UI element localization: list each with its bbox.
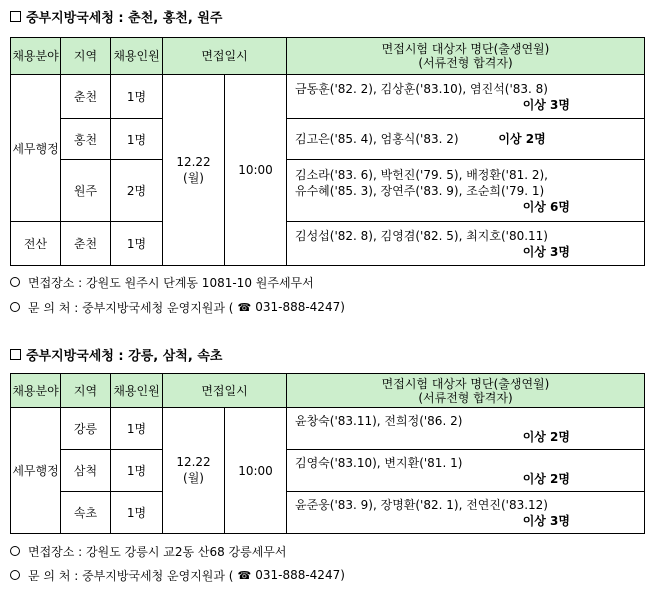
field-cell: 전산 [11, 222, 61, 266]
header-field: 채용분야 [11, 374, 61, 408]
header-region: 지역 [61, 38, 111, 75]
table-row [11, 119, 645, 160]
field-cell: 세무행정 [11, 75, 61, 222]
section-title: 중부지방국세청 : 춘천, 홍천, 원주 [26, 10, 223, 26]
header-count: 채용인원 [111, 38, 163, 75]
region-cell: 원주 [61, 160, 111, 222]
count-cell: 1명 [111, 75, 163, 119]
count-cell: 1명 [111, 119, 163, 160]
header-datetime: 면접일시 [163, 374, 287, 408]
section-1-heading [10, 6, 222, 26]
header-count: 채용인원 [111, 374, 163, 408]
section-title: 중부지방국세청 : 강릉, 삼척, 속초 [26, 348, 223, 364]
field-cell: 세무행정 [11, 408, 61, 534]
header-names: 면접시험 대상자 명단(출생연월) (서류전형 합격자) [287, 38, 645, 75]
telephone-icon: ☎ [237, 568, 252, 582]
circle-bullet-icon [10, 570, 20, 580]
time-cell: 10:00 [225, 408, 287, 534]
contact-note: 문 의 처 : 중부지방국세청 운영지원과 ( ☎ 031-888-4247) [10, 298, 345, 316]
count-cell: 1명 [111, 222, 163, 266]
circle-bullet-icon [10, 546, 20, 556]
table-row [11, 160, 645, 222]
square-bullet-icon [10, 349, 21, 360]
date-cell: 12.22 (월) [163, 75, 225, 266]
table-row [11, 75, 645, 119]
total-label: 이상 2명 [522, 471, 570, 486]
table-row [11, 222, 645, 266]
telephone-icon: ☎ [237, 300, 252, 314]
total-label: 이상 2명 [498, 132, 546, 146]
count-cell: 1명 [111, 408, 163, 450]
region-cell: 삼척 [61, 450, 111, 492]
place-note: 면접장소 : 강원도 강릉시 교2동 산68 강릉세무서 [10, 542, 287, 560]
date-cell: 12.22 (월) [163, 408, 225, 534]
place-note: 면접장소 : 강원도 원주시 단계동 1081-10 원주세무서 [10, 273, 314, 291]
names-cell: 윤창숙('83.11), 전희정('86. 2) 이상 2명 [287, 408, 645, 450]
contact-note: 문 의 처 : 중부지방국세청 운영지원과 ( ☎ 031-888-4247) [10, 566, 345, 584]
total-label: 이상 3명 [522, 513, 570, 528]
header-field: 채용분야 [11, 38, 61, 75]
section-2-heading [10, 344, 222, 364]
region-cell: 속초 [61, 492, 111, 534]
circle-bullet-icon [10, 277, 20, 287]
header-datetime: 면접일시 [163, 38, 287, 75]
count-cell: 1명 [111, 450, 163, 492]
names-cell: 금동훈('82. 2), 김상훈('83.10), 염진석('83. 8) 이상 3명 [287, 75, 645, 119]
table-row [11, 450, 645, 492]
count-cell: 1명 [111, 492, 163, 534]
names-cell: 김고은('85. 4), 엄홍식('83. 2) 이상 2명 [287, 119, 645, 160]
total-label: 이상 2명 [522, 429, 570, 444]
table-header-row [11, 38, 645, 75]
interview-table-1 [10, 37, 645, 266]
names-cell: 김소라('83. 6), 박헌진('79. 5), 배정환('81. 2), 유수혜('85. 3), 장연주('83. 9), 조순희('79. 1) 이상 6명 [287, 160, 645, 222]
interview-table-2 [10, 373, 645, 534]
region-cell: 강릉 [61, 408, 111, 450]
count-cell: 2명 [111, 160, 163, 222]
table-row [11, 492, 645, 534]
names-cell: 윤준웅('83. 9), 장명환('82. 1), 전연진('83.12) 이상 3명 [287, 492, 645, 534]
region-cell: 춘천 [61, 75, 111, 119]
names-cell: 김성섭('82. 8), 김영겸('82. 5), 최지호('80.11) 이상 3명 [287, 222, 645, 266]
circle-bullet-icon [10, 302, 20, 312]
table-row [11, 408, 645, 450]
header-names: 면접시험 대상자 명단(출생연월) (서류전형 합격자) [287, 374, 645, 408]
total-label: 이상 6명 [522, 199, 570, 214]
total-label: 이상 3명 [522, 244, 570, 259]
region-cell: 춘천 [61, 222, 111, 266]
names-cell: 김영숙('83.10), 변지환('81. 1) 이상 2명 [287, 450, 645, 492]
header-region: 지역 [61, 374, 111, 408]
time-cell: 10:00 [225, 75, 287, 266]
region-cell: 홍천 [61, 119, 111, 160]
total-label: 이상 3명 [522, 97, 570, 112]
table-header-row [11, 374, 645, 408]
square-bullet-icon [10, 11, 21, 22]
